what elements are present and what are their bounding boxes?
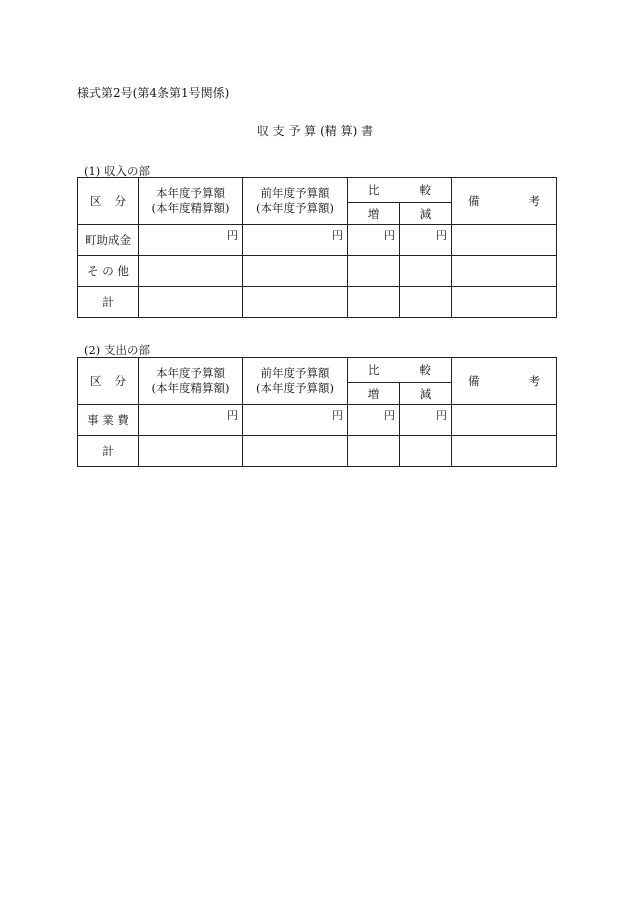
cell-increase[interactable] (348, 287, 400, 318)
cell-increase[interactable]: 円 (348, 405, 400, 436)
cell-decrease[interactable]: 円 (400, 225, 452, 256)
cell-remarks[interactable] (452, 405, 557, 436)
cell-increase[interactable]: 円 (348, 225, 400, 256)
income-table (77, 177, 557, 318)
cell-remarks[interactable] (452, 436, 557, 467)
row-label-project-cost: 事 業 費 (78, 405, 139, 436)
cell-remarks[interactable] (452, 256, 557, 287)
table-row (78, 225, 557, 256)
header-comparison: 比 較 (348, 358, 452, 383)
header-current-year: 本年度予算額 (本年度精算額) (139, 178, 243, 225)
header-remarks: 備 考 (452, 178, 557, 225)
document-title: 収 支 予 算 (精 算) 書 (256, 124, 374, 138)
cell-current-year[interactable] (139, 256, 243, 287)
cell-decrease[interactable] (400, 287, 452, 318)
cell-increase[interactable] (348, 256, 400, 287)
expense-table (77, 357, 557, 467)
cell-previous-year[interactable] (243, 256, 348, 287)
header-current-year: 本年度予算額 (本年度精算額) (139, 358, 243, 405)
cell-current-year[interactable] (139, 436, 243, 467)
header-decrease: 減 (400, 203, 452, 225)
header-previous-year: 前年度予算額 (本年度予算額) (243, 358, 348, 405)
row-label-other: そ の 他 (78, 256, 139, 287)
form-number-label: 様式第2号(第4条第1号関係) (77, 86, 230, 100)
cell-increase[interactable] (348, 436, 400, 467)
cell-remarks[interactable] (452, 225, 557, 256)
header-previous-year: 前年度予算額 (本年度予算額) (243, 178, 348, 225)
header-decrease: 減 (400, 383, 452, 405)
cell-previous-year[interactable] (243, 436, 348, 467)
table-row (78, 256, 557, 287)
table-row (78, 287, 557, 318)
cell-current-year[interactable]: 円 (139, 225, 243, 256)
header-increase: 増 (348, 383, 400, 405)
cell-decrease[interactable] (400, 256, 452, 287)
table-row (78, 436, 557, 467)
cell-current-year[interactable] (139, 287, 243, 318)
header-increase: 増 (348, 203, 400, 225)
cell-previous-year[interactable] (243, 287, 348, 318)
cell-previous-year[interactable]: 円 (243, 405, 348, 436)
row-label-total: 計 (78, 287, 139, 318)
expense-section-heading: (2) 支出の部 (84, 343, 150, 357)
header-category: 区 分 (78, 358, 139, 405)
cell-remarks[interactable] (452, 287, 557, 318)
cell-decrease[interactable] (400, 436, 452, 467)
cell-previous-year[interactable]: 円 (243, 225, 348, 256)
cell-current-year[interactable]: 円 (139, 405, 243, 436)
table-row (78, 405, 557, 436)
row-label-town-subsidy: 町助成金 (78, 225, 139, 256)
cell-decrease[interactable]: 円 (400, 405, 452, 436)
header-remarks: 備 考 (452, 358, 557, 405)
income-section-heading: (1) 収入の部 (84, 164, 150, 178)
header-comparison: 比 較 (348, 178, 452, 203)
header-category: 区 分 (78, 178, 139, 225)
row-label-total: 計 (78, 436, 139, 467)
